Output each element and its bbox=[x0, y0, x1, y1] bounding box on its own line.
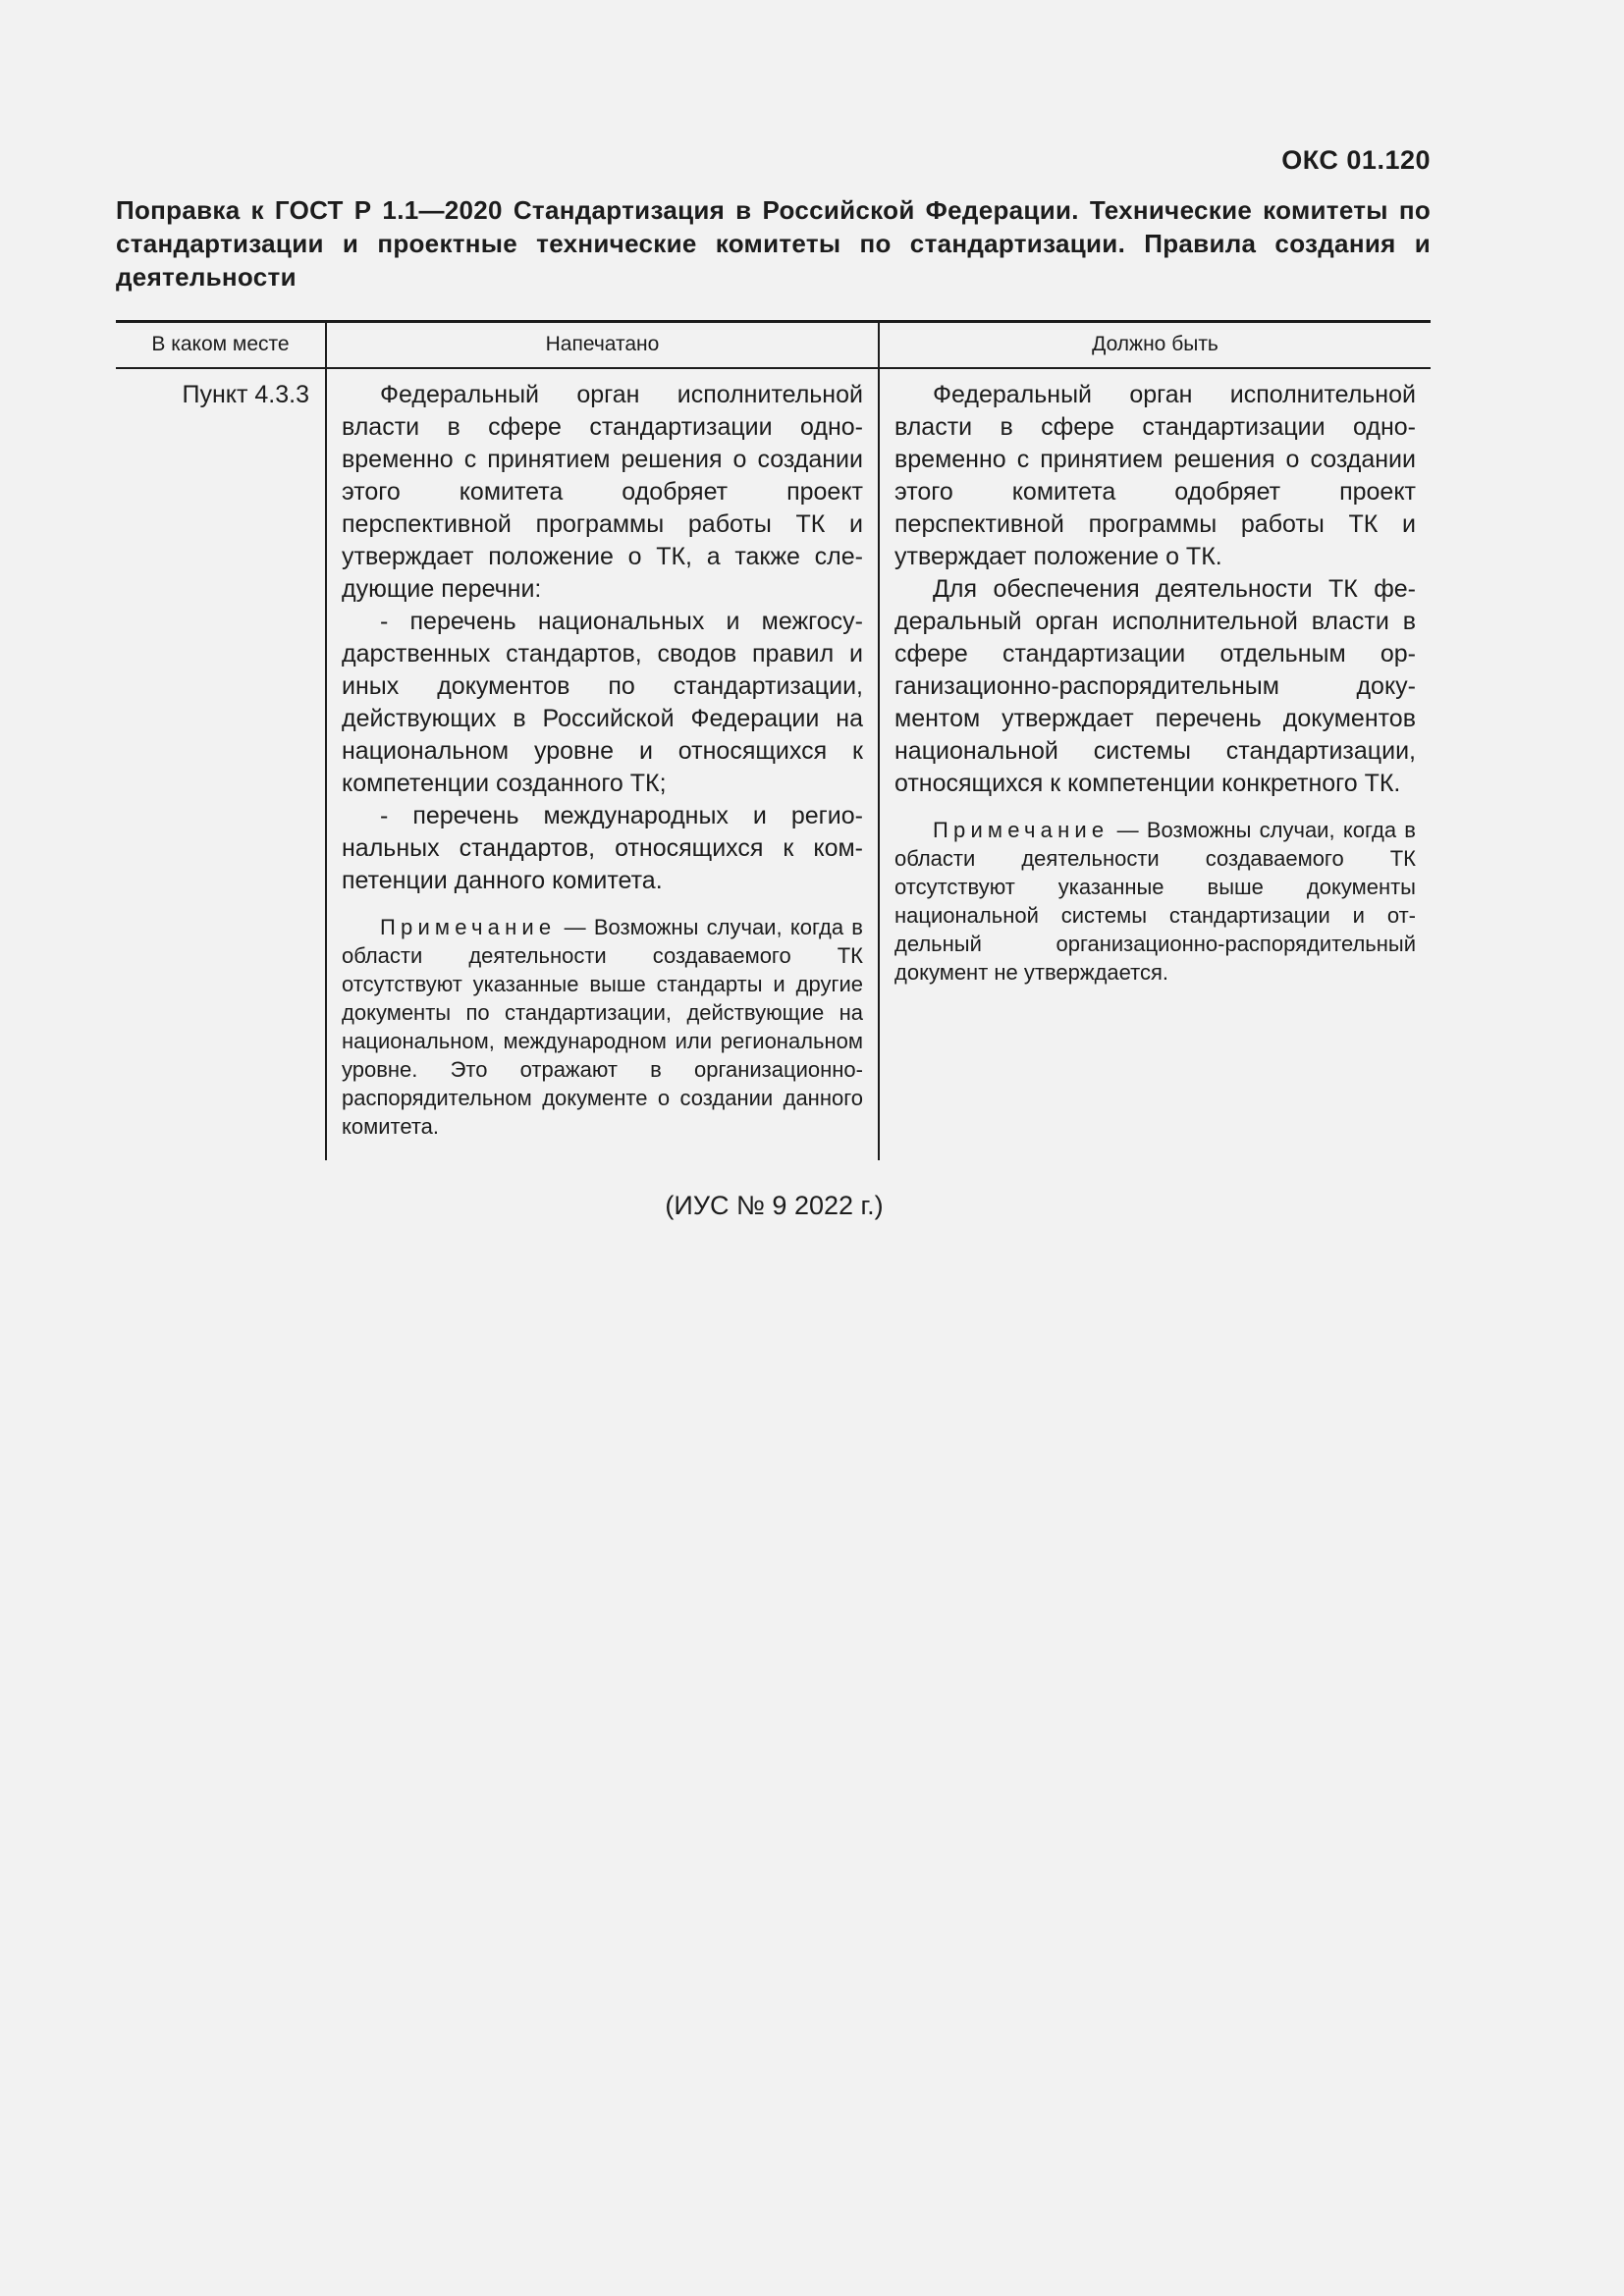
note-label: Примечание bbox=[380, 915, 557, 939]
printed-paragraph: - перечень международных и региональных стандартов, относящихся к компетенции данного комитета. bbox=[342, 802, 863, 894]
header-place: В каком месте bbox=[151, 333, 290, 355]
should-be-paragraph: Для обеспечения деятельности ТК федеральный орган исполнительной власти в сфере стандартизации отдельным организационно-распорядительным документом утверждает перечень документов национальной системы стандартизации, относящихся к компетенции конкретного ТК. bbox=[894, 575, 1416, 797]
header-printed: Напечатано bbox=[325, 323, 878, 367]
should-be-paragraph: Федеральный орган исполнительной власти в сфере стандартизации одновременно с принятием решения о создании этого комитета одобряет проект перспективной программы работы ТК и утверждает положение о ТК. bbox=[894, 381, 1416, 570]
should-be-note bbox=[894, 816, 1416, 987]
table-row bbox=[116, 369, 1431, 1160]
printed-note bbox=[342, 913, 863, 1141]
classification-code: ОКС 01.120 bbox=[1281, 145, 1431, 175]
note-text: — Возможны случаи, когда в области деятельности создаваемого ТК отсутствуют указанные выше стандарты и другие документы по стандартизации, действующие на национальном, международном или региональном уровне. Это отражают в организационно-распорядительном документе о создании данного комитета. bbox=[342, 915, 863, 1139]
note-text: — Возможны случаи, когда в области деятельности создаваемого ТК отсутствуют указанные выше документы национальной системы стандартизации и отдельный организационно-распорядительный документ не утверждается. bbox=[894, 818, 1416, 985]
amendment-table bbox=[116, 320, 1431, 1160]
printed-paragraph: Федеральный орган исполнительной власти в сфере стандартизации одновременно с принятием решения о создании этого комитета одобряет проект перспективной программы работы ТК и утверждает положение о ТК, а также следующие перечни: bbox=[342, 381, 863, 603]
printed-paragraph: - перечень национальных и межгосударственных стандартов, сводов правил и иных документов по стандартизации, действующих в Российской Федерации на национальном уровне и относящихся к компетенции созданного ТК; bbox=[342, 608, 863, 797]
printed-cell bbox=[325, 369, 878, 1160]
should-be-cell bbox=[878, 369, 1431, 1160]
note-label: Примечание bbox=[933, 818, 1110, 842]
header-should-be: Должно быть bbox=[878, 323, 1431, 367]
document-title: Поправка к ГОСТ Р 1.1—2020 Стандартизация в Российской Федерации. Технические комитеты по стандартизации и проектные технические комитеты по стандартизации. Правила создания и деятельности bbox=[116, 195, 1431, 292]
issue-reference: (ИУС № 9 2022 г.) bbox=[665, 1191, 884, 1220]
row-place: Пункт 4.3.3 bbox=[182, 381, 309, 408]
table-header bbox=[116, 323, 1431, 369]
